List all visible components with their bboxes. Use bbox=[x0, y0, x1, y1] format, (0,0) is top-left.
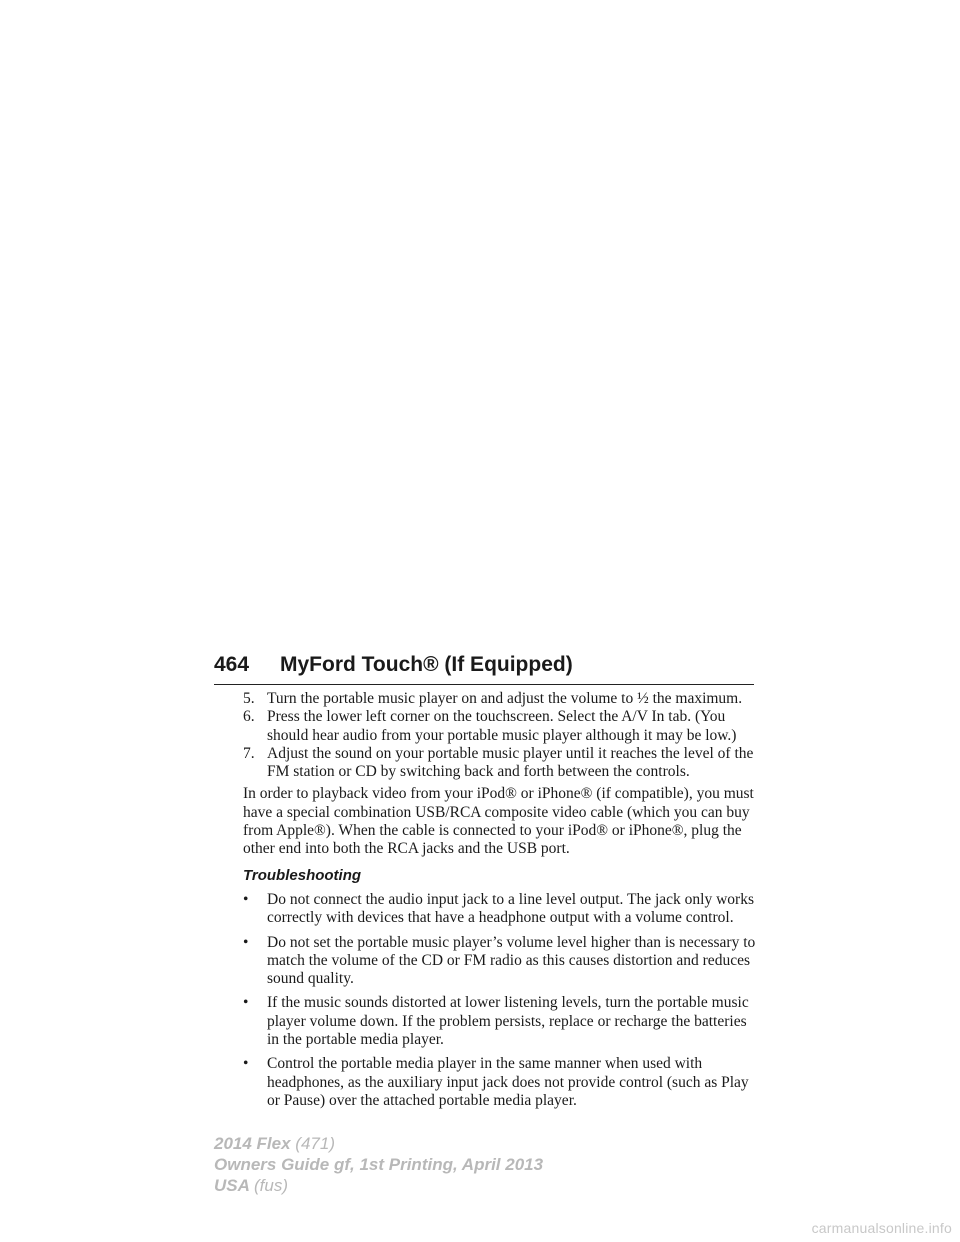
bullet-icon: • bbox=[243, 933, 249, 951]
video-playback-paragraph: In order to playback video from your iPod® or iPhone® (if compatible), you must have a special combination USB/RCA composite video cable (which you can buy from Apple®). When the cable is connected to your iPod® or iPhone®, plug the other end into both the RCA jacks and the USB port. bbox=[243, 785, 754, 858]
list-item bbox=[243, 934, 758, 989]
list-item bbox=[243, 1055, 758, 1110]
step-number: 7. bbox=[243, 744, 255, 762]
footer-page-code: (471) bbox=[295, 1134, 335, 1153]
step-text: Press the lower left corner on the touchscreen. Select the A/V In tab. (You should hear audio from your portable music player although it may be low.) bbox=[267, 708, 737, 744]
watermark-text: carmanualsonline.info bbox=[811, 1220, 952, 1236]
step-text: Turn the portable music player on and adjust the volume to ½ the maximum. bbox=[267, 690, 743, 707]
page-header bbox=[214, 650, 754, 685]
step-number: 6. bbox=[243, 708, 255, 726]
footer-line-model bbox=[214, 1133, 543, 1154]
list-item-text: Do not connect the audio input jack to a line level output. The jack only works correctly with devices that have a headphone output with a volume control. bbox=[267, 890, 754, 927]
footer-line-guide: Owners Guide gf, 1st Printing, April 2013 bbox=[214, 1155, 544, 1174]
step-item bbox=[243, 708, 758, 745]
list-item bbox=[243, 891, 758, 928]
list-item-text: Control the portable media player in the same manner when used with headphones, as the auxiliary input jack does not provide control (such as Play or Pause) over the attached portable media player. bbox=[267, 1055, 749, 1109]
bullet-icon: • bbox=[243, 994, 249, 1012]
list-item bbox=[243, 994, 758, 1049]
list-item-text: If the music sounds distorted at lower listening levels, turn the portable music player volume down. If the problem persists, replace or recharge the batteries in the portable media player. bbox=[267, 994, 749, 1049]
numbered-steps bbox=[243, 690, 758, 781]
footer-region: USA bbox=[214, 1176, 250, 1195]
bullet-icon: • bbox=[243, 1055, 249, 1073]
step-number: 5. bbox=[243, 690, 255, 707]
page-content bbox=[243, 690, 758, 1110]
step-item bbox=[243, 745, 758, 782]
footer-model: 2014 Flex bbox=[214, 1134, 291, 1153]
bullet-icon: • bbox=[243, 890, 249, 908]
step-item bbox=[243, 690, 758, 708]
page-footer bbox=[214, 1133, 543, 1196]
troubleshooting-heading: Troubleshooting bbox=[243, 866, 362, 884]
list-item-text: Do not set the portable music player’s volume level higher than is necessary to match the volume of the CD or FM radio as this causes distortion and reduces sound quality. bbox=[267, 933, 756, 988]
step-text: Adjust the sound on your portable music player until it reaches the level of the FM station or CD by switching back and forth between the controls. bbox=[267, 744, 754, 781]
page-number: 464 bbox=[214, 653, 250, 676]
footer-line-region bbox=[214, 1175, 543, 1196]
footer-region-code: (fus) bbox=[254, 1176, 288, 1195]
section-title: MyFord Touch® (If Equipped) bbox=[280, 653, 573, 676]
troubleshooting-list bbox=[243, 891, 758, 1110]
